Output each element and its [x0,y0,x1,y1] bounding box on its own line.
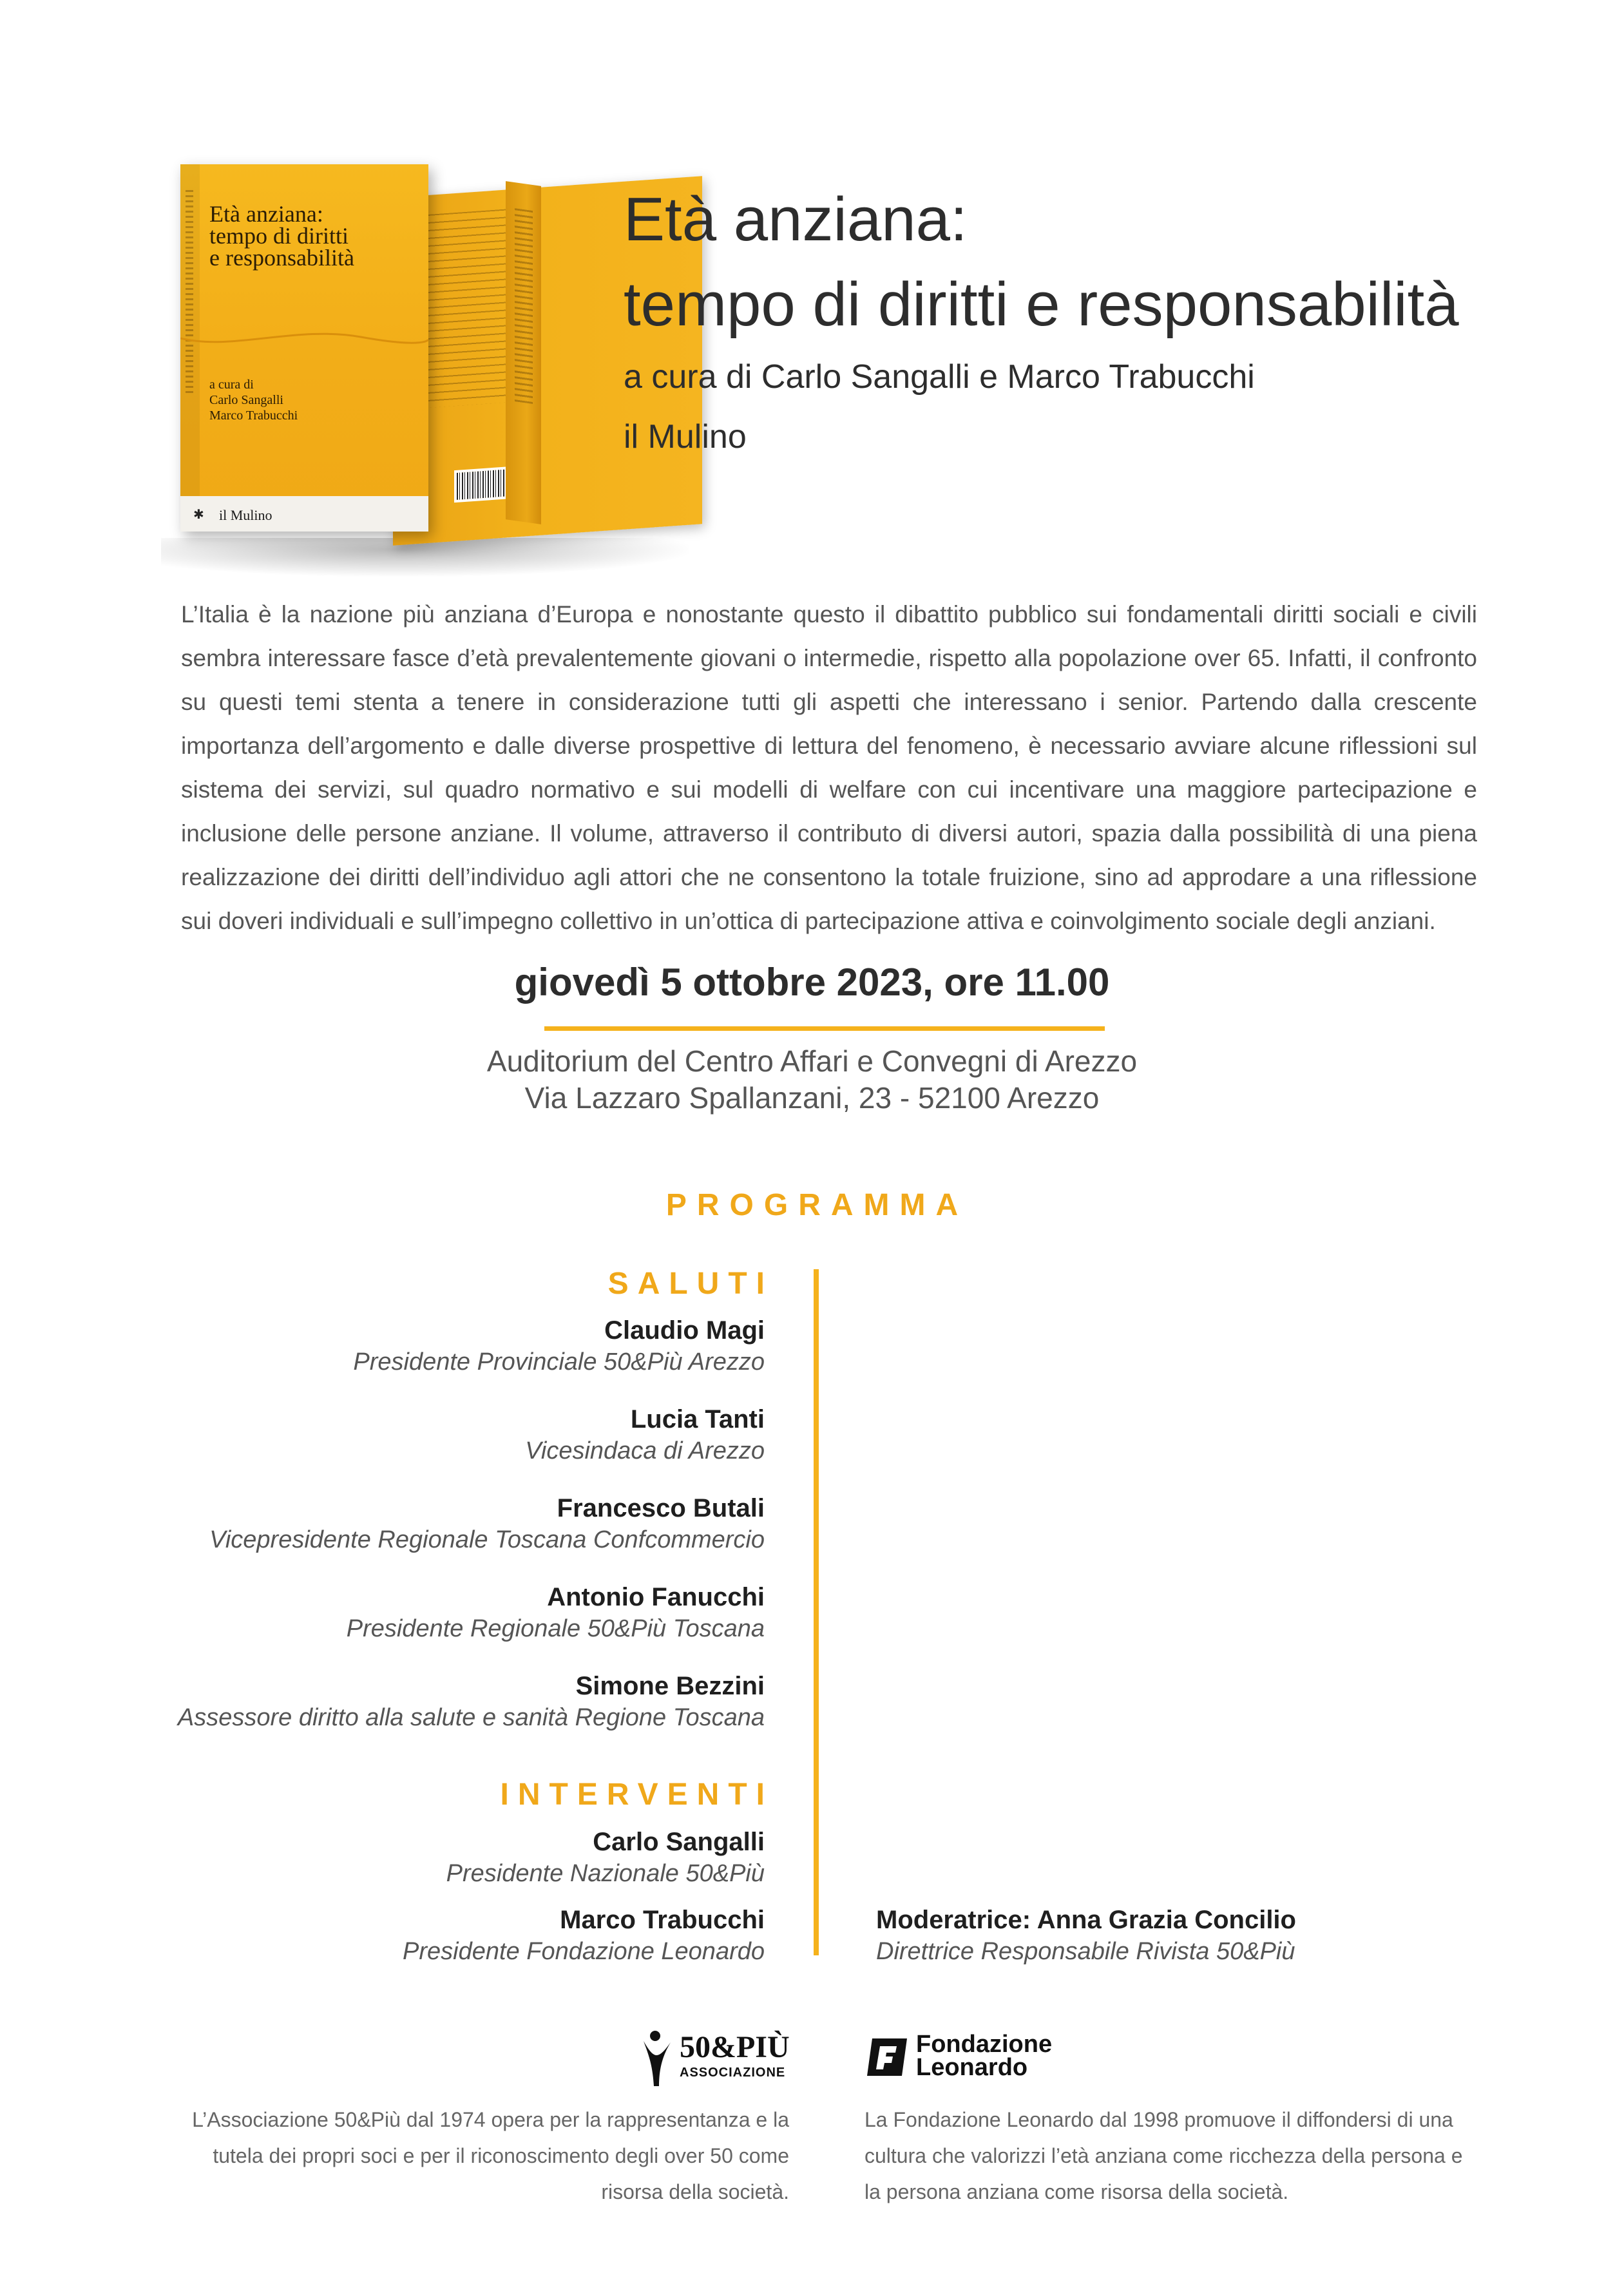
program-heading: PROGRAMMA [665,1188,969,1222]
book-publisher: il Mulino [624,418,747,455]
speaker-role: Presidente Nazionale 50&Più [446,1860,765,1887]
associazione-50-piu-logo [641,2029,789,2087]
speaker-name: Marco Trabucchi [560,1906,765,1934]
cover-editors: a cura di Carlo Sangalli Marco Trabucchi [209,378,298,423]
speaker-name: Antonio Fanucchi [547,1583,765,1611]
book-spine [506,181,541,524]
book-title [624,177,1577,347]
speaker [0,1826,765,1889]
speaker-role: Assessore diritto alla salute e sanità Regione Toscana [177,1704,765,1731]
event-venue: Auditorium del Centro Affari e Convegni di Arezzo [486,1044,1138,1078]
figure-icon [641,2029,673,2087]
fondazione-leonardo-logo [865,2031,1077,2089]
event-address: Via Lazzaro Spallanzani, 23 - 52100 Arezzo [524,1081,1100,1115]
book-front-cover [180,164,428,532]
speaker-name: Simone Bezzini [575,1672,765,1700]
speaker [0,1492,765,1555]
speaker [0,1670,765,1733]
logo-fl-line2: Leonardo [916,2054,1028,2081]
speaker [0,1904,765,1967]
book-title-line1: Età anziana: [624,185,968,254]
event-underline [544,1026,1105,1031]
speaker-name: Carlo Sangalli [593,1828,765,1856]
moderator-name: Moderatrice: Anna Grazia Concilio [876,1906,1296,1934]
speaker [0,1403,765,1466]
logo-fl-line1: Fondazione [916,2031,1053,2058]
book-editors: a cura di Carlo Sangalli e Marco Trabucchi [624,358,1255,396]
cover-publisher: il Mulino [219,507,272,523]
associazione-description: L’Associazione 50&Più dal 1974 opera per la rappresentanza e la tutela dei propri soci e per il riconoscimento degli over 50 come risorsa della società. [192,2108,789,2203]
cover-band [180,496,428,532]
speaker-role: Vicepresidente Regionale Toscana Confcommercio [209,1526,765,1553]
speaker-name: Claudio Magi [604,1316,765,1345]
speaker-name: Lucia Tanti [630,1405,765,1433]
interventi-heading: INTERVENTI [500,1778,774,1812]
book-illustration [155,151,689,577]
program-divider [814,1269,819,1955]
cover-title: Età anziana: tempo di diritti e responsabilità [209,201,354,271]
book-shadow [161,538,689,577]
book-description: L’Italia è la nazione più anziana d’Europa e nonostante questo il dibattito pubblico sui fondamentali diritti sociali e civili sembra interessare fasce d’età prevalentemente giovani o intermedie, rispetto alla popolazione over 65. Infatti, il confronto su questi temi stenta a tenere in considerazione tutti gli aspetti che interessano i senior. Partendo dalla crescente importanza dell’argomento e dalle diverse prospettive di lettura del fenomeno, è necessario avviare alcune riflessioni sul sistema dei servizi, sul quadro normativo e sui modelli di welfare con cui incentivare una maggiore partecipazione e inclusione delle persone anziane. Il volume, attraverso il contributo di diversi autori, spazia dalla possibilità di una piena realizzazione dei diritti dell’individuo agli attori che ne consentono la totale fruizione, sino ad approdare a una riflessione sui doveri individuali e sull’impegno collettivo in un’ottica di partecipazione attiva e coinvolgimento sociale degli anziani. [181,601,1477,934]
event-date: giovedì 5 ottobre 2023, ore 11.00 [514,961,1110,1004]
leonardo-f-icon [865,2036,910,2078]
speaker-role: Presidente Provinciale 50&Più Arezzo [353,1348,765,1376]
saluti-heading: SALUTI [607,1267,774,1301]
spine-text [515,208,533,404]
front-spine-text [186,190,193,396]
speaker [0,1314,765,1377]
cover-wave [180,325,428,351]
speaker-role: Vicesindaca di Arezzo [525,1437,765,1464]
speaker-role: Presidente Regionale 50&Più Toscana [346,1615,765,1642]
publisher-logo-icon: ✱ [193,508,204,522]
logo-50-mark: 50&PIÙ [680,2030,790,2064]
speaker-role: Presidente Fondazione Leonardo [403,1938,765,1965]
speaker [0,1581,765,1644]
book-title-line2: tempo di diritti e responsabilità [624,270,1459,339]
logo-50-sub: ASSOCIAZIONE [680,2066,786,2080]
moderator [876,1904,1456,1967]
fondazione-description: La Fondazione Leonardo dal 1998 promuove il diffondersi di una cultura che valorizzi l’età anziana come ricchezza della persona e la persona anziana come risorsa della società. [865,2108,1463,2203]
speaker-name: Francesco Butali [557,1494,765,1522]
moderator-role: Direttrice Responsabile Rivista 50&Più [876,1938,1295,1965]
